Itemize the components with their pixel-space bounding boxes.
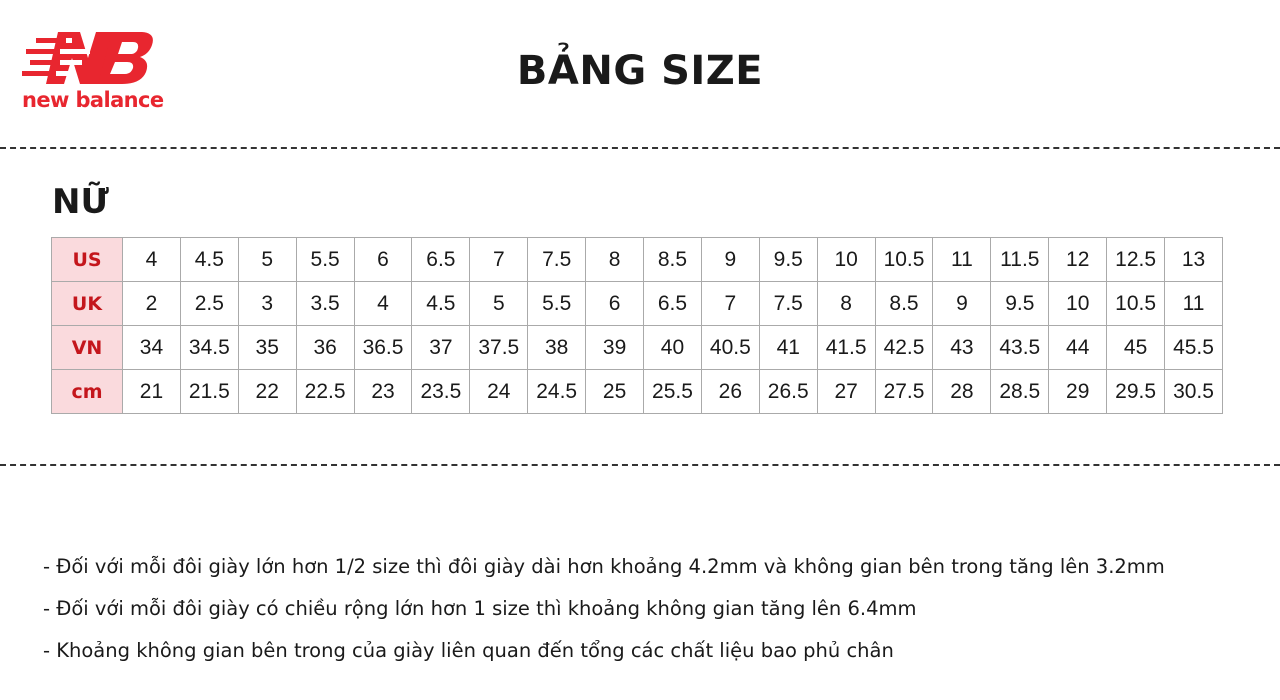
size-cell: 7.5 [759,282,817,326]
size-cell: 2.5 [180,282,238,326]
page-title: BẢNG SIZE [516,48,764,94]
size-cell: 3.5 [296,282,354,326]
size-cell: 34.5 [180,326,238,370]
size-cell: 41.5 [817,326,875,370]
size-cell: 38 [528,326,586,370]
size-cell: 21.5 [180,370,238,414]
size-cell: 4 [354,282,412,326]
size-cell: 7 [701,282,759,326]
size-cell: 6.5 [412,238,470,282]
size-cell: 28.5 [991,370,1049,414]
size-cell: 12 [1049,238,1107,282]
divider-bottom [0,464,1280,466]
size-row-uk [52,282,1223,326]
size-cell: 44 [1049,326,1107,370]
size-cell: 23.5 [412,370,470,414]
size-cell: 40 [644,326,702,370]
size-cell: 27 [817,370,875,414]
size-cell: 9 [701,238,759,282]
size-cell: 36 [296,326,354,370]
size-cell: 25 [586,370,644,414]
size-cell: 6.5 [644,282,702,326]
size-cell: 41 [759,326,817,370]
size-cell: 5 [470,282,528,326]
size-cell: 6 [586,282,644,326]
note-item: - Khoảng không gian bên trong của giày liên quan đến tổng các chất liệu bao phủ chân [43,639,894,662]
size-cell: 21 [123,370,181,414]
section-title: NỮ [52,182,109,222]
size-cell: 8 [817,282,875,326]
note-item: - Đối với mỗi đôi giày lớn hơn 1/2 size thì đôi giày dài hơn khoảng 4.2mm và không gian bên trong tăng lên 3.2mm [43,555,1165,578]
size-cell: 4.5 [412,282,470,326]
size-cell: 8.5 [644,238,702,282]
size-cell: 6 [354,238,412,282]
size-cell: 22.5 [296,370,354,414]
divider-top [0,147,1280,149]
size-cell: 11.5 [991,238,1049,282]
size-cell: 29 [1049,370,1107,414]
size-cell: 26.5 [759,370,817,414]
size-cell: 4.5 [180,238,238,282]
size-cell: 37 [412,326,470,370]
size-cell: 13 [1165,238,1223,282]
size-cell: 34 [123,326,181,370]
size-cell: 23 [354,370,412,414]
size-cell: 39 [586,326,644,370]
notes-list [43,553,1273,679]
size-row-cm [52,370,1223,414]
size-cell: 4 [123,238,181,282]
brand-wordmark: new balance [22,88,164,112]
size-cell: 45 [1107,326,1165,370]
size-cell: 9.5 [991,282,1049,326]
size-cell: 8.5 [875,282,933,326]
size-cell: 8 [586,238,644,282]
row-label: VN [52,326,123,370]
size-cell: 40.5 [701,326,759,370]
size-cell: 22 [238,370,296,414]
size-cell: 11 [933,238,991,282]
size-cell: 9 [933,282,991,326]
size-cell: 29.5 [1107,370,1165,414]
size-cell: 27.5 [875,370,933,414]
size-cell: 43 [933,326,991,370]
size-cell: 24.5 [528,370,586,414]
size-cell: 25.5 [644,370,702,414]
size-cell: 28 [933,370,991,414]
size-cell: 36.5 [354,326,412,370]
size-cell: 11 [1165,282,1223,326]
note-item: - Đối với mỗi đôi giày có chiều rộng lớn hơn 1 size thì khoảng không gian tăng lên 6.4mm [43,597,917,620]
size-cell: 10.5 [1107,282,1165,326]
size-cell: 7.5 [528,238,586,282]
size-cell: 10 [1049,282,1107,326]
size-cell: 10 [817,238,875,282]
row-label: US [52,238,123,282]
size-cell: 2 [123,282,181,326]
row-label: cm [52,370,123,414]
row-label: UK [52,282,123,326]
size-cell: 26 [701,370,759,414]
size-cell: 10.5 [875,238,933,282]
size-row-us [52,238,1223,282]
size-cell: 5.5 [296,238,354,282]
size-row-vn [52,326,1223,370]
size-cell: 30.5 [1165,370,1223,414]
size-cell: 7 [470,238,528,282]
size-cell: 35 [238,326,296,370]
size-cell: 37.5 [470,326,528,370]
size-cell: 5.5 [528,282,586,326]
size-cell: 12.5 [1107,238,1165,282]
size-cell: 5 [238,238,296,282]
size-cell: 42.5 [875,326,933,370]
size-table [51,237,1223,414]
size-cell: 43.5 [991,326,1049,370]
size-cell: 3 [238,282,296,326]
size-cell: 24 [470,370,528,414]
size-cell: 9.5 [759,238,817,282]
size-cell: 45.5 [1165,326,1223,370]
